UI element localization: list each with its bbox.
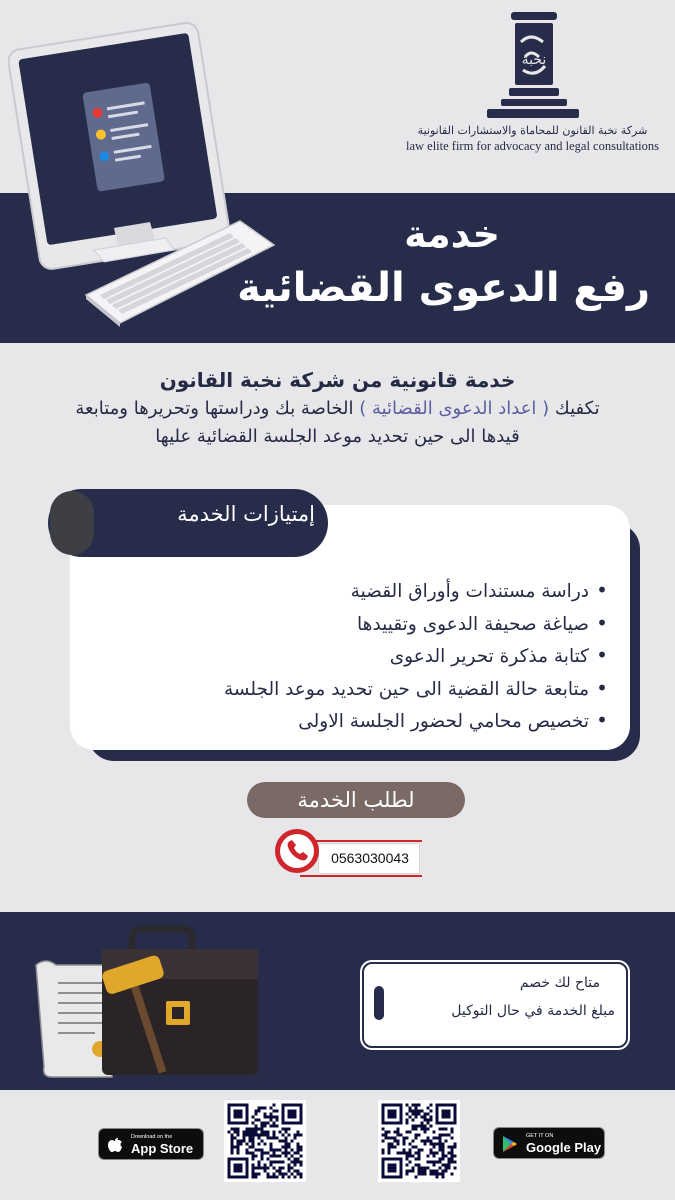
app-store-label: App Store — [131, 1141, 194, 1156]
qr-code-pattern — [378, 1100, 460, 1182]
intro-line2: قيدها الى حين تحديد موعد الجلسة القضائية عليها — [155, 426, 520, 447]
app-store-small-text: Download on the — [131, 1134, 173, 1140]
offer-line1: متاح لك خصم — [519, 975, 600, 991]
features-tab-knob — [50, 491, 94, 555]
intro-line1 — [0, 395, 675, 423]
intro-line1-suffix: الخاصة بك ودراستها وتحريرها ومتابعة — [75, 398, 354, 419]
phone-handset-icon — [275, 829, 319, 873]
features-heading: إمتيازات الخدمة — [177, 502, 315, 526]
feature-item: • كتابة مذكرة تحرير الدعوى — [105, 640, 615, 673]
google-play-icon — [502, 1135, 518, 1153]
logo-emblem — [483, 12, 583, 120]
offer-line2: مبلغ الخدمة في حال التوكيل — [451, 1003, 615, 1019]
google-play-badge[interactable] — [493, 1127, 605, 1159]
feature-item: • دراسة مستندات وأوراق القضية — [105, 575, 615, 608]
feature-item: • متابعة حالة القضية الى حين تحديد موعد الجلسة — [105, 673, 615, 706]
feature-item: • صياغة صحيفة الدعوى وتقييدها — [105, 608, 615, 641]
intro-line1-prefix: تكفيك — [554, 398, 600, 419]
qr-code-icon[interactable] — [378, 1100, 460, 1182]
briefcase-icon — [30, 925, 260, 1080]
phone-icon[interactable] — [275, 829, 319, 873]
phone-accent-line — [300, 875, 422, 877]
google-play-label: Google Play — [526, 1140, 602, 1155]
features-list — [105, 575, 615, 738]
scroll-icon — [36, 961, 112, 1077]
page-title-line2: رفع الدعوى القضائية — [237, 265, 650, 311]
qr-code-icon[interactable] — [224, 1100, 306, 1182]
phone-number[interactable]: 0563030043 — [331, 850, 409, 866]
intro-heading: خدمة قانونية من شركة نخبة القانون — [159, 368, 516, 392]
google-play-small-text: GET IT ON — [526, 1133, 554, 1139]
page-title-line1: خدمة — [404, 212, 500, 256]
company-logo — [405, 12, 660, 172]
logo-name-arabic: شركة نخبة القانون للمحاماة والاستشارات القانونية — [417, 124, 648, 137]
request-service-button[interactable]: لطلب الخدمة — [247, 782, 465, 818]
apple-icon — [107, 1135, 123, 1154]
qr-code-pattern — [224, 1100, 306, 1182]
logo-name-english: law elite firm for advocacy and legal consultations — [405, 139, 660, 153]
intro-section — [0, 365, 675, 451]
intro-highlight: ( اعداد الدعوى القضائية ) — [359, 398, 550, 419]
app-store-badge[interactable] — [98, 1128, 204, 1160]
feature-item: • تخصيص محامي لحضور الجلسة الاولى — [105, 705, 615, 738]
svg-text:نخبة: نخبة — [521, 52, 546, 68]
